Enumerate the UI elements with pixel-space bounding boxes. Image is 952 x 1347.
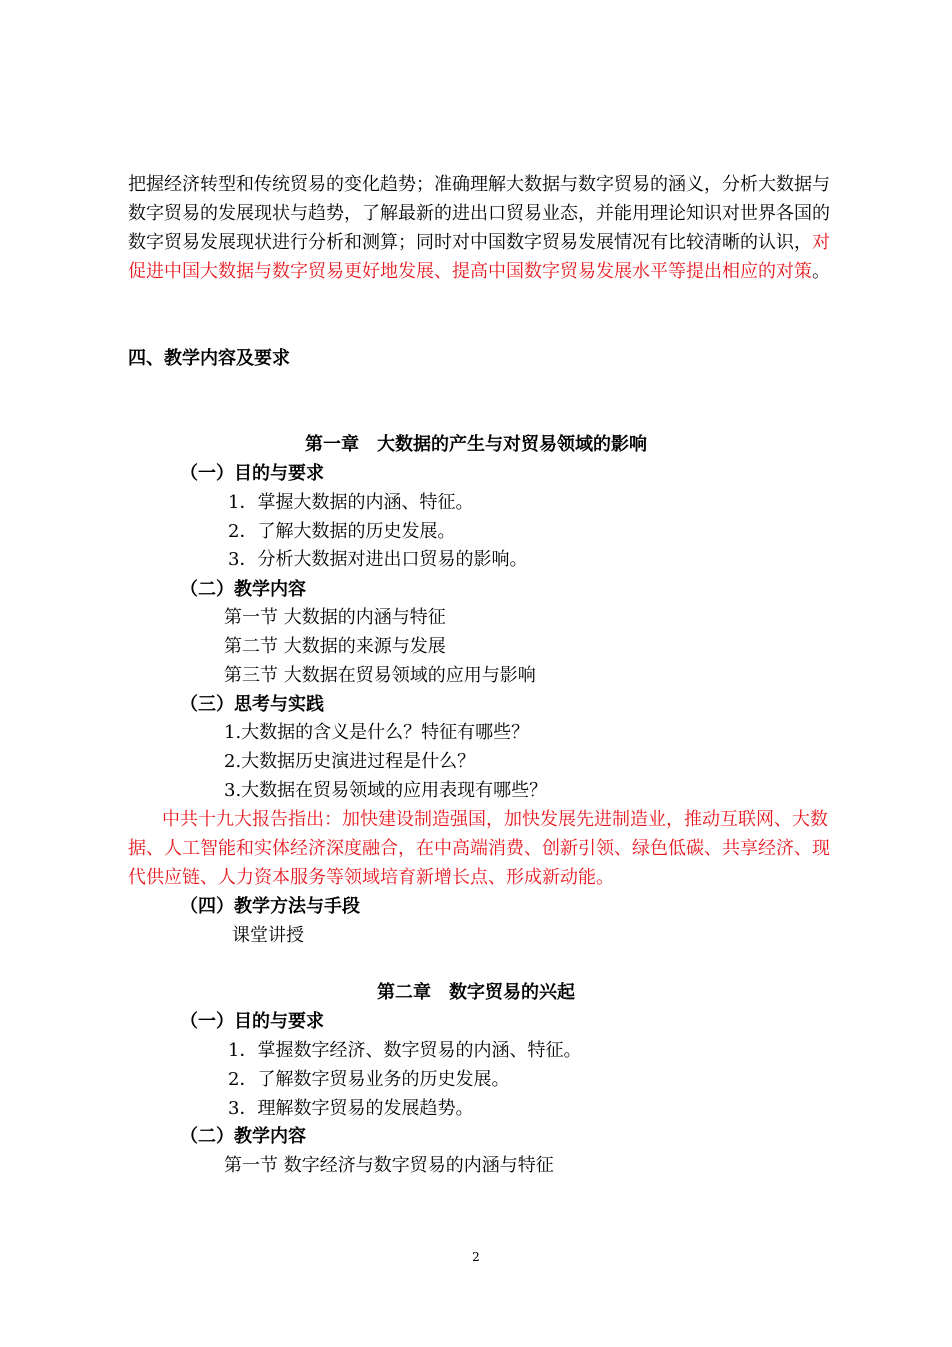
intro-text: 把握经济转型和传统贸易的变化趋势；准确理解大数据与数字贸易的涵义，分析大数据与数字贸易的发展现状与趋势，了解最新的进出口贸易业态，并能用理论知识对世界各国的数字贸易发展现状进行分析和测算；同时对中国数字贸易发展情况有比较清晰的认识， (128, 174, 830, 253)
chapter1-question-item: 1.大数据的含义是什么？特征有哪些？ (224, 722, 530, 743)
chapter1-section-item: 第二节 大数据的来源与发展 (224, 636, 446, 657)
chapter1-goal-item: 1．掌握大数据的内涵、特征。 (228, 492, 474, 513)
chapter1-practice-heading: （三）思考与实践 (180, 694, 324, 715)
chapter1-method: 课堂讲授 (232, 925, 304, 946)
page-number: 2 (472, 1250, 480, 1264)
chapter2-goal-item: 3．理解数字贸易的发展趋势。 (228, 1098, 474, 1119)
chapter1-methods-heading: （四）教学方法与手段 (180, 896, 360, 917)
chapter2-section-item: 第一节 数字经济与数字贸易的内涵与特征 (224, 1155, 554, 1176)
chapter2-goals-heading: （一）目的与要求 (180, 1011, 324, 1032)
chapter2-goal-item: 2．了解数字贸易业务的历史发展。 (228, 1069, 510, 1090)
chapter1-goal-item: 2．了解大数据的历史发展。 (228, 521, 456, 542)
chapter1-red-note: 中共十九大报告指出：加快建设制造强国，加快发展先进制造业，推动互联网、大数据、人工智能和实体经济深度融合，在中高端消费、创新引领、绿色低碳、共享经济、现代供应链、人力资本服务等领域培育新增长点、形成新动能。 (128, 809, 830, 888)
chapter1-goal-item: 3．分析大数据对进出口贸易的影响。 (228, 549, 528, 570)
intro-end: 。 (812, 261, 830, 282)
chapter1-question-item: 2.大数据历史演进过程是什么？ (224, 751, 476, 772)
chapter2-content-heading: （二）教学内容 (180, 1126, 306, 1147)
intro-paragraph (128, 170, 840, 286)
intro-red-text: 对促进中国大数据与数字贸易更好地发展、提高中国数字贸易发展水平等提出相应的对策 (128, 232, 830, 282)
chapter1-section-item: 第三节 大数据在贸易领域的应用与影响 (224, 665, 536, 686)
chapter1-goals-heading: （一）目的与要求 (180, 463, 324, 484)
chapter1-content-heading: （二）教学内容 (180, 579, 306, 600)
chapter2-goal-item: 1．掌握数字经济、数字贸易的内涵、特征。 (228, 1040, 582, 1061)
chapter1-title: 第一章 大数据的产生与对贸易领域的影响 (305, 434, 647, 455)
chapter1-question-item: 3.大数据在贸易领域的应用表现有哪些？ (224, 780, 548, 801)
section-heading: 四、教学内容及要求 (128, 348, 290, 369)
chapter1-section-item: 第一节 大数据的内涵与特征 (224, 607, 446, 628)
chapter2-title: 第二章 数字贸易的兴起 (377, 982, 575, 1003)
